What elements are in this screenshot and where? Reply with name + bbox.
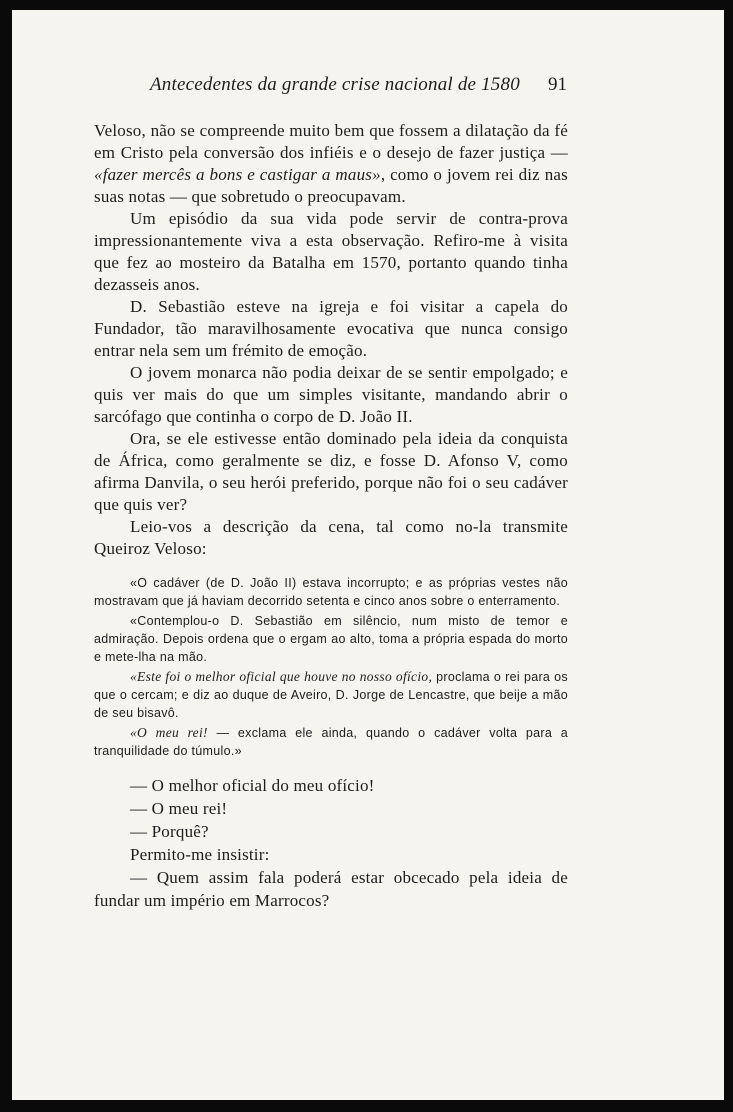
quote-paragraph [94, 668, 568, 722]
paragraph: Um episódio da sua vida pode servir de contra-prova impressionantemente viva a esta observação. Refiro-me à visita que fez ao mosteiro da Batalha em 1570, portanto quando tinha dezasseis anos. [94, 209, 568, 294]
running-header [12, 74, 724, 104]
dialogue-block [94, 774, 568, 912]
quoted-speech: «O meu rei! [130, 725, 208, 740]
dialogue-line: — O melhor oficial do meu ofício! [130, 776, 375, 795]
paragraph [94, 120, 568, 208]
quote-paragraph: «O cadáver (de D. João II) estava incorrupto; e as próprias vestes não mostravam que já haviam decorrido setenta e cinco anos sobre o enterramento. [94, 576, 568, 608]
paragraph: O jovem monarca não podia deixar de se sentir empolgado; e quis ver mais do que um simples visitante, mandando abrir o sarcófago que continha o corpo de D. João II. [94, 363, 568, 426]
quote-paragraph [94, 724, 568, 760]
quote-paragraph: «Contemplou-o D. Sebastião em silêncio, num misto de temor e admiração. Depois ordena que o ergam ao alto, toma a própria espada do morto e mete-lha na mão. [94, 614, 568, 664]
book-page [12, 10, 724, 1100]
page-number: 91 [548, 74, 567, 95]
paragraph: Ora, se ele estivesse então dominado pela ideia da conquista de África, como geralmente se diz, e fosse D. Afonso V, como afirma Danvila, o seu herói preferido, porque não foi o seu cadáver que quis ver? [94, 429, 568, 514]
paragraph: D. Sebastião esteve na igreja e foi visitar a capela do Fundador, tão maravilhosamente evocativa que nunca consigo entrar nela sem um frémito de emoção. [94, 297, 568, 360]
quoted-speech: «Este foi o melhor oficial que houve no nosso ofício, [130, 669, 433, 684]
paragraph-text: Veloso, não se compreende muito bem que fossem a dilatação da fé em Cristo pela conversão dos infiéis e o desejo de fazer justiça — [94, 121, 568, 162]
dialogue-line: Permito-me insistir: [130, 845, 270, 864]
quote-text: proclama o rei para os que o cercam; e diz ao duque de Aveiro, D. Jorge de Lencastre, que beije a mão de seu bisavô. [94, 670, 568, 720]
dialogue-line: — Quem assim fala poderá estar obcecado pela ideia de fundar um império em Marrocos? [94, 868, 568, 910]
paragraph-text: , como o jovem rei diz nas suas notas — que sobretudo o preocupavam. [94, 165, 568, 206]
page-body [94, 120, 568, 912]
dialogue-line: — Porquê? [130, 822, 209, 841]
block-quote [94, 574, 568, 760]
dialogue-line: — O meu rei! [130, 799, 228, 818]
quote-text: — exclama ele ainda, quando o cadáver volta para a tranquilidade do túmulo.» [94, 726, 568, 758]
running-title: Antecedentes da grande crise nacional de 1580 [150, 74, 520, 95]
quoted-phrase: «fazer mercês a bons e castigar a maus» [94, 165, 381, 184]
paragraph: Leio-vos a descrição da cena, tal como no-la transmite Queiroz Veloso: [94, 517, 568, 558]
